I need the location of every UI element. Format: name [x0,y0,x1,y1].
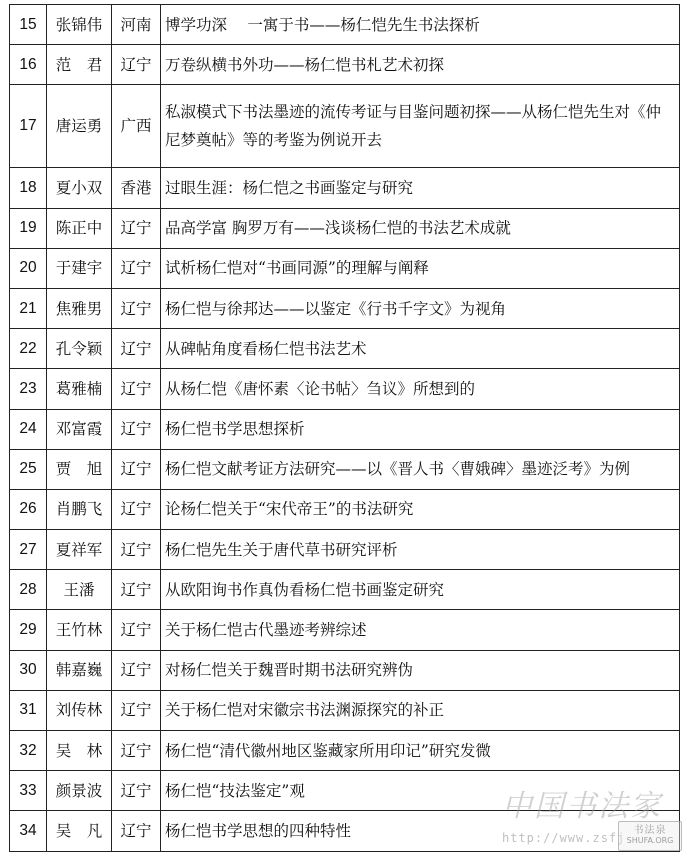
author-province-cell: 辽宁 [112,530,161,570]
table-row [10,329,680,369]
author-province-cell: 辽宁 [112,610,161,650]
table-row [10,449,680,489]
paper-title-cell: 杨仁恺文献考证方法研究——以《晋人书〈曹娥碑〉墨迹泛考》为例 [161,449,680,489]
table-row [10,690,680,730]
author-province-cell: 河南 [112,5,161,45]
author-name-cell: 王竹林 [47,610,112,650]
table-row [10,530,680,570]
author-name-cell: 贾 旭 [47,449,112,489]
watermark-brand: 中国书法家 [502,789,662,824]
author-name-cell: 颜景波 [47,771,112,811]
author-province-cell: 辽宁 [112,45,161,85]
watermark-seal-text: 书法泉 [633,825,667,836]
row-number-cell: 22 [10,329,47,369]
author-name-cell: 肖鹏飞 [47,489,112,529]
row-number-cell: 16 [10,45,47,85]
author-province-cell: 辽宁 [112,731,161,771]
paper-title-cell: 杨仁恺先生关于唐代草书研究评析 [161,530,680,570]
author-name-cell: 孔令颖 [47,329,112,369]
author-province-cell: 辽宁 [112,248,161,288]
author-name-cell: 夏祥军 [47,530,112,570]
author-province-cell: 辽宁 [112,369,161,409]
row-number-cell: 29 [10,610,47,650]
paper-title-cell: 万卷纵横书外功——杨仁恺书札艺术初探 [161,45,680,85]
author-province-cell: 辽宁 [112,650,161,690]
table-row [10,811,680,851]
row-number-cell: 26 [10,489,47,529]
paper-list-table [9,4,680,852]
row-number-cell: 24 [10,409,47,449]
paper-title-cell: 杨仁恺书学思想探析 [161,409,680,449]
table-row [10,208,680,248]
paper-title-cell: 从杨仁恺《唐怀素〈论书帖〉刍议》所想到的 [161,369,680,409]
watermark-url: http://www.zsfj [502,831,626,845]
table-row [10,248,680,288]
table-row [10,369,680,409]
row-number-cell: 23 [10,369,47,409]
row-number-cell: 34 [10,811,47,851]
paper-title-cell: 过眼生涯：杨仁恺之书画鉴定与研究 [161,168,680,208]
paper-list-body [10,5,680,852]
paper-title-cell: 杨仁恺“清代徽州地区鉴藏家所用印记”研究发微 [161,731,680,771]
author-province-cell: 辽宁 [112,329,161,369]
author-name-cell: 夏小双 [47,168,112,208]
row-number-cell: 18 [10,168,47,208]
author-name-cell: 葛雅楠 [47,369,112,409]
author-province-cell: 广西 [112,85,161,168]
paper-title-cell: 杨仁恺“技法鉴定”观 [161,771,680,811]
row-number-cell: 25 [10,449,47,489]
row-number-cell: 17 [10,85,47,168]
table-row [10,409,680,449]
table-row [10,570,680,610]
paper-title-cell: 私淑模式下书法墨迹的流传考证与目鉴问题初探——从杨仁恺先生对《仲尼梦奠帖》等的考鉴为例说开去 [161,85,680,168]
row-number-cell: 31 [10,690,47,730]
paper-title-cell: 关于杨仁恺古代墨迹考辨综述 [161,610,680,650]
table-row [10,288,680,328]
row-number-cell: 28 [10,570,47,610]
paper-title-cell: 杨仁恺与徐邦达——以鉴定《行书千字文》为视角 [161,288,680,328]
paper-title-cell: 从碑帖角度看杨仁恺书法艺术 [161,329,680,369]
author-name-cell: 焦雅男 [47,288,112,328]
author-province-cell: 辽宁 [112,208,161,248]
paper-title-cell: 对杨仁恺关于魏晋时期书法研究辨伪 [161,650,680,690]
author-province-cell: 辽宁 [112,288,161,328]
author-province-cell: 辽宁 [112,811,161,851]
author-name-cell: 陈正中 [47,208,112,248]
author-province-cell: 辽宁 [112,570,161,610]
author-name-cell: 吴 林 [47,731,112,771]
table-row [10,5,680,45]
row-number-cell: 27 [10,530,47,570]
author-name-cell: 刘传林 [47,690,112,730]
table-row [10,45,680,85]
author-province-cell: 辽宁 [112,449,161,489]
author-name-cell: 邓富霞 [47,409,112,449]
paper-title-cell: 从欧阳询书作真伪看杨仁恺书画鉴定研究 [161,570,680,610]
table-row [10,85,680,168]
table-row [10,771,680,811]
paper-title-cell: 试析杨仁恺对“书画同源”的理解与阐释 [161,248,680,288]
author-province-cell: 香港 [112,168,161,208]
paper-title-cell: 论杨仁恺关于“宋代帝王”的书法研究 [161,489,680,529]
table-row [10,168,680,208]
author-province-cell: 辽宁 [112,690,161,730]
author-name-cell: 张锦伟 [47,5,112,45]
watermark-seal-domain: SHUFA.ORG [626,836,674,845]
row-number-cell: 15 [10,5,47,45]
paper-title-cell: 杨仁恺书学思想的四种特性 [161,811,680,851]
row-number-cell: 19 [10,208,47,248]
author-province-cell: 辽宁 [112,409,161,449]
row-number-cell: 30 [10,650,47,690]
row-number-cell: 33 [10,771,47,811]
paper-title-cell: 博学功深 一寓于书——杨仁恺先生书法探析 [161,5,680,45]
table-row [10,489,680,529]
paper-title-cell: 关于杨仁恺对宋徽宗书法渊源探究的补正 [161,690,680,730]
paper-title-cell: 品高学富 胸罗万有——浅谈杨仁恺的书法艺术成就 [161,208,680,248]
row-number-cell: 20 [10,248,47,288]
table-row [10,610,680,650]
author-name-cell: 韩嘉巍 [47,650,112,690]
author-name-cell: 吴 凡 [47,811,112,851]
author-name-cell: 唐运勇 [47,85,112,168]
row-number-cell: 32 [10,731,47,771]
author-name-cell: 于建宇 [47,248,112,288]
author-province-cell: 辽宁 [112,489,161,529]
author-name-cell: 王潘 [47,570,112,610]
table-row [10,650,680,690]
table-row [10,731,680,771]
author-name-cell: 范 君 [47,45,112,85]
row-number-cell: 21 [10,288,47,328]
author-province-cell: 辽宁 [112,771,161,811]
